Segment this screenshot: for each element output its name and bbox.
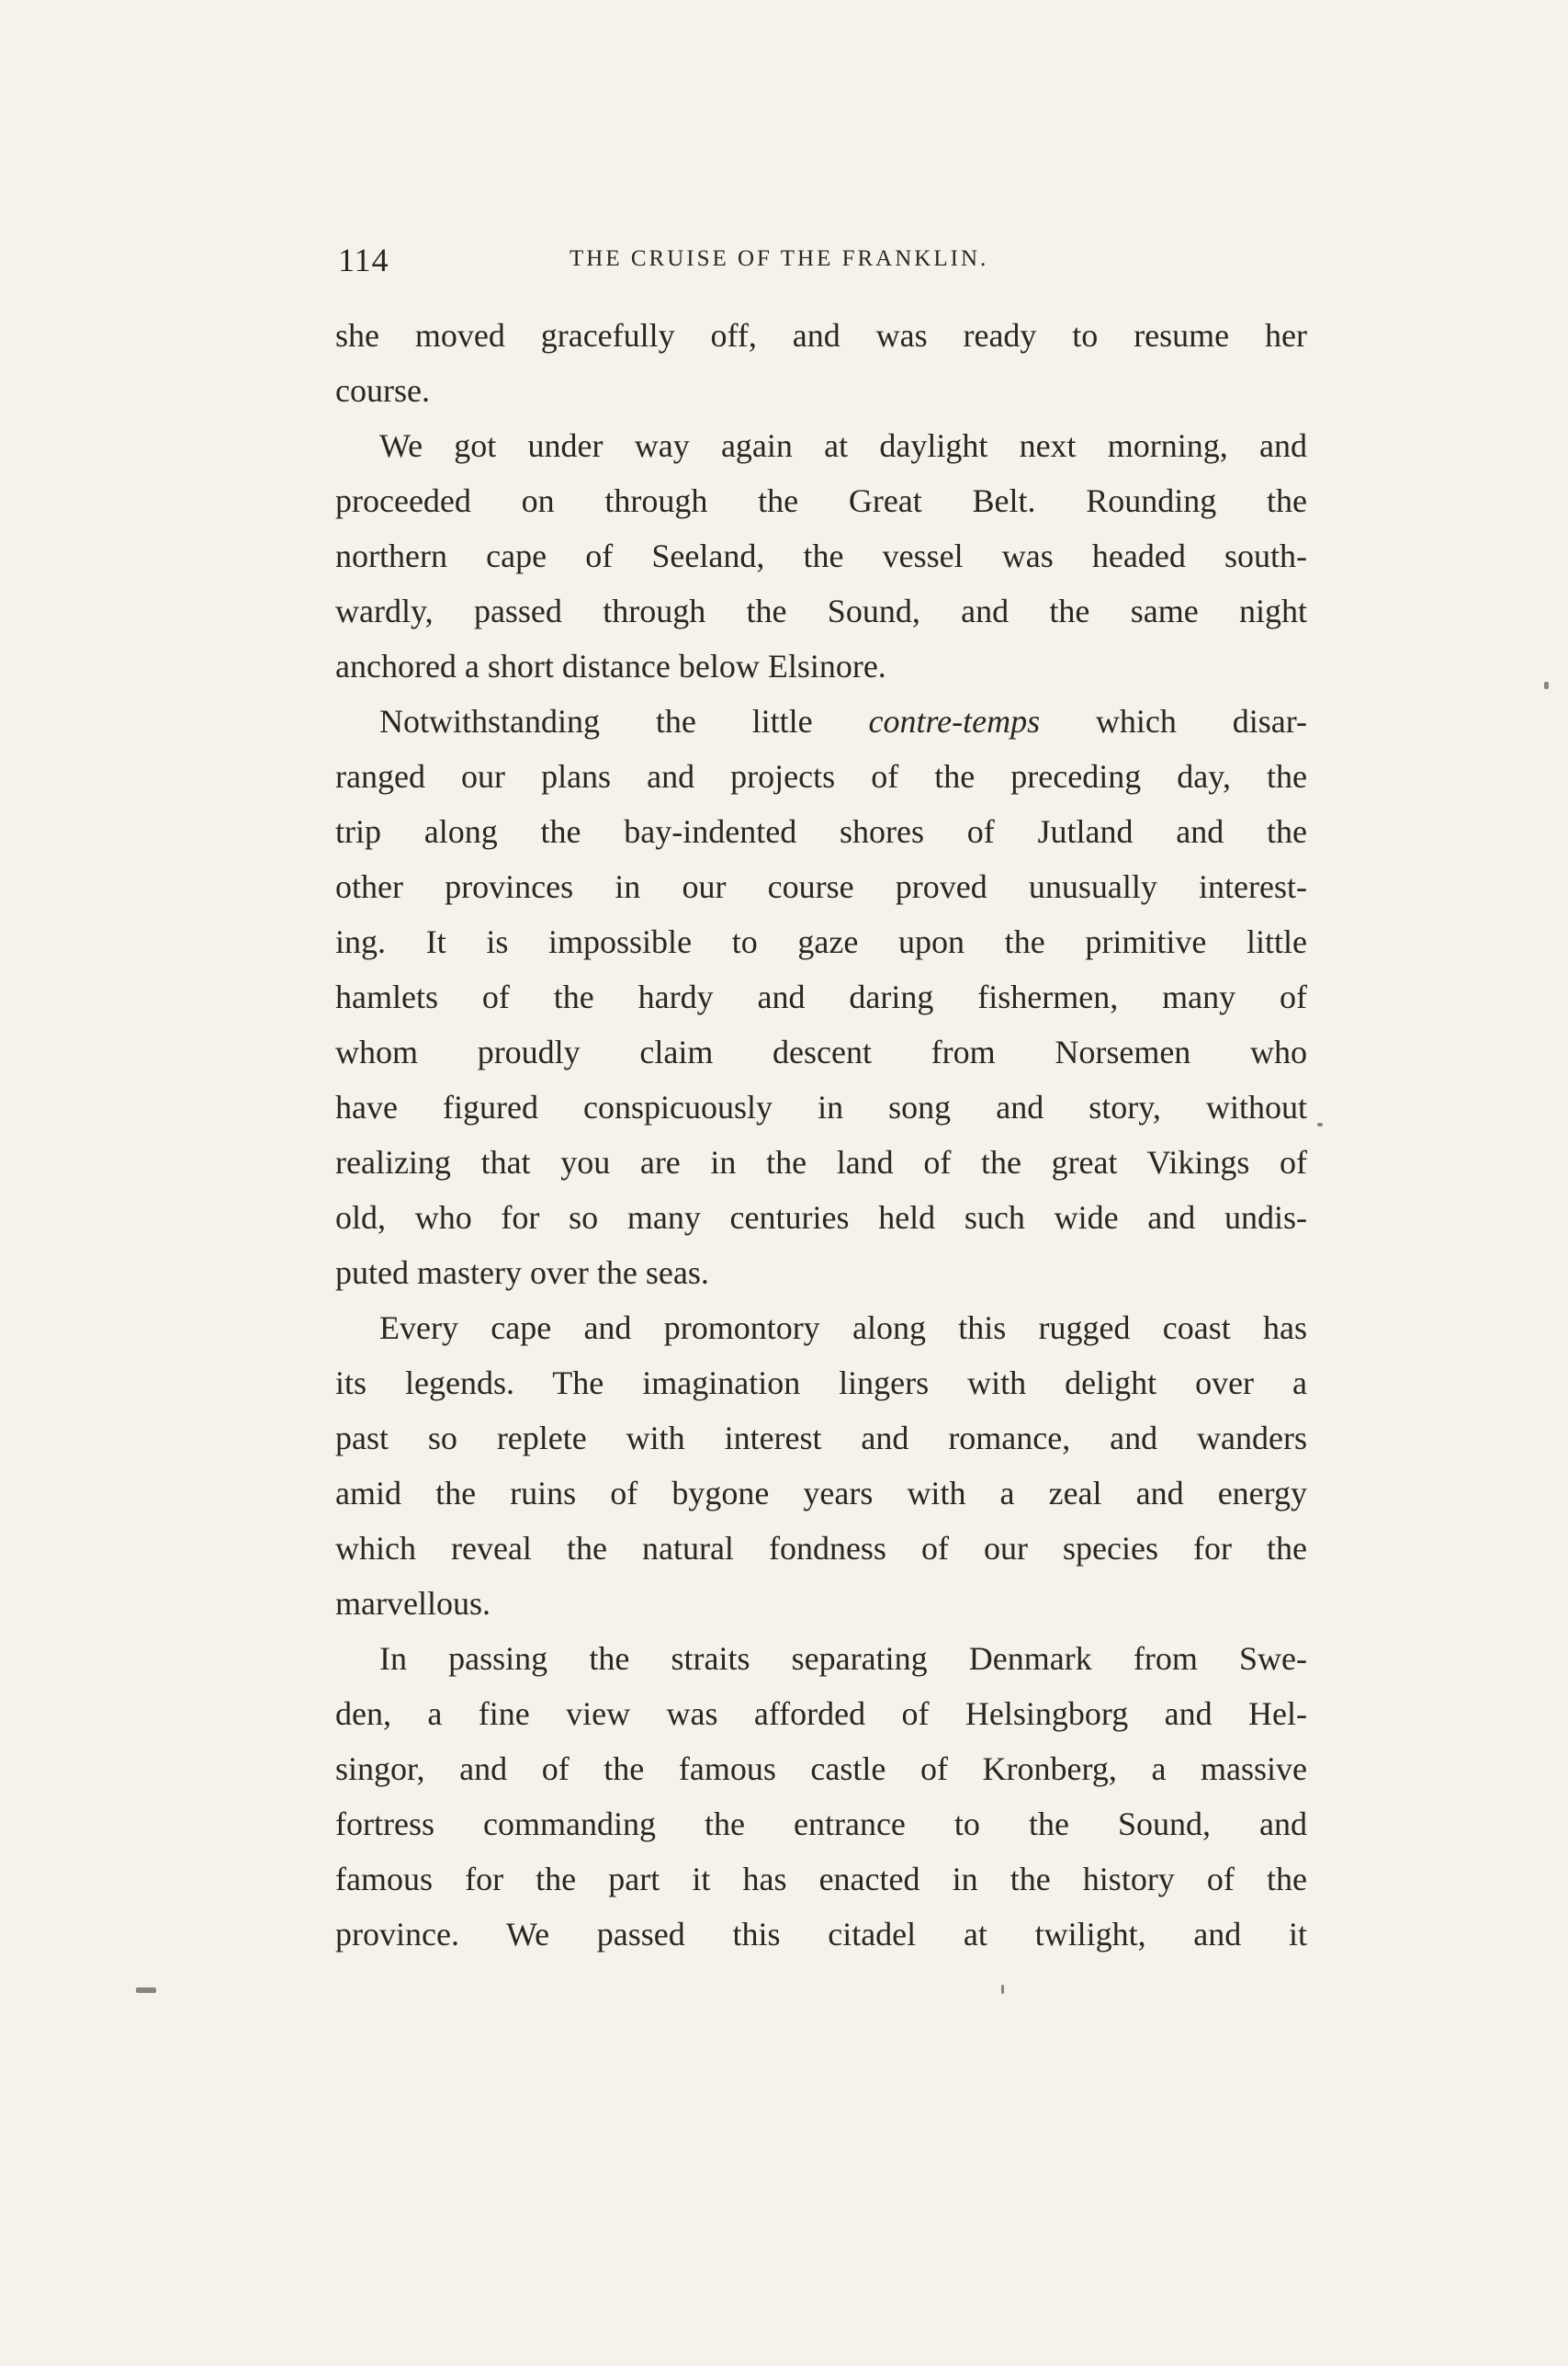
text-line: old, who for so many centuries held such wide and undis- <box>335 1199 1307 1236</box>
text-line: course. <box>335 372 430 409</box>
print-speck <box>1317 1123 1323 1126</box>
running-title: THE CRUISE OF THE FRANKLIN. <box>570 246 989 271</box>
text-line: ranged our plans and projects of the preceding day, the <box>335 758 1307 795</box>
running-head <box>338 241 1304 277</box>
text-line: amid the ruins of bygone years with a zeal and energy <box>335 1475 1307 1511</box>
text-line: its legends. The imagination lingers with delight over a <box>335 1364 1307 1401</box>
text-segment: Notwithstanding the little <box>379 703 869 740</box>
text-line: province. We passed this citadel at twilight, and it <box>335 1916 1307 1953</box>
text-line: whom proudly claim descent from Norsemen who <box>335 1034 1307 1070</box>
text-line: famous for the part it has enacted in the history of the <box>335 1861 1307 1897</box>
text-line: have figured conspicuously in song and story, without <box>335 1089 1307 1126</box>
text-line: We got under way again at daylight next morning, and <box>379 427 1307 464</box>
text-segment: which disar- <box>1040 703 1307 740</box>
text-line: past so replete with interest and romance, and wanders <box>335 1420 1307 1456</box>
text-line: trip along the bay-indented shores of Jutland and the <box>335 813 1307 850</box>
text-line: fortress commanding the entrance to the Sound, and <box>335 1806 1307 1842</box>
text-line: puted mastery over the seas. <box>335 1254 709 1291</box>
print-speck <box>1544 682 1549 689</box>
text-line: marvellous. <box>335 1585 491 1622</box>
text-line: den, a fine view was afforded of Helsingborg and Hel- <box>335 1695 1307 1732</box>
text-line: which reveal the natural fondness of our species for the <box>335 1530 1307 1567</box>
text-line: anchored a short distance below Elsinore. <box>335 648 886 685</box>
text-line: hamlets of the hardy and daring fishermen, many of <box>335 979 1307 1015</box>
text-line: singor, and of the famous castle of Kronberg, a massive <box>335 1750 1307 1787</box>
text-line: proceeded on through the Great Belt. Rounding the <box>335 482 1307 519</box>
text-line: other provinces in our course proved unusually interest- <box>335 868 1307 905</box>
text-line: Every cape and promontory along this rugged coast has <box>379 1309 1307 1346</box>
text-line: wardly, passed through the Sound, and the same night <box>335 593 1307 629</box>
page-number: 114 <box>338 242 389 278</box>
italic-term: contre-temps <box>868 703 1041 740</box>
text-line: In passing the straits separating Denmark from Swe- <box>379 1640 1307 1677</box>
text-line: ing. It is impossible to gaze upon the primitive little <box>335 923 1307 960</box>
text-line: she moved gracefully off, and was ready to resume her <box>335 317 1307 354</box>
print-speck <box>136 1987 156 1993</box>
text-line <box>335 694 1307 749</box>
text-line: northern cape of Seeland, the vessel was headed south- <box>335 538 1307 574</box>
text-line: realizing that you are in the land of the great Vikings of <box>335 1144 1307 1181</box>
print-speck <box>1001 1985 1004 1994</box>
body-text <box>335 308 1307 1962</box>
